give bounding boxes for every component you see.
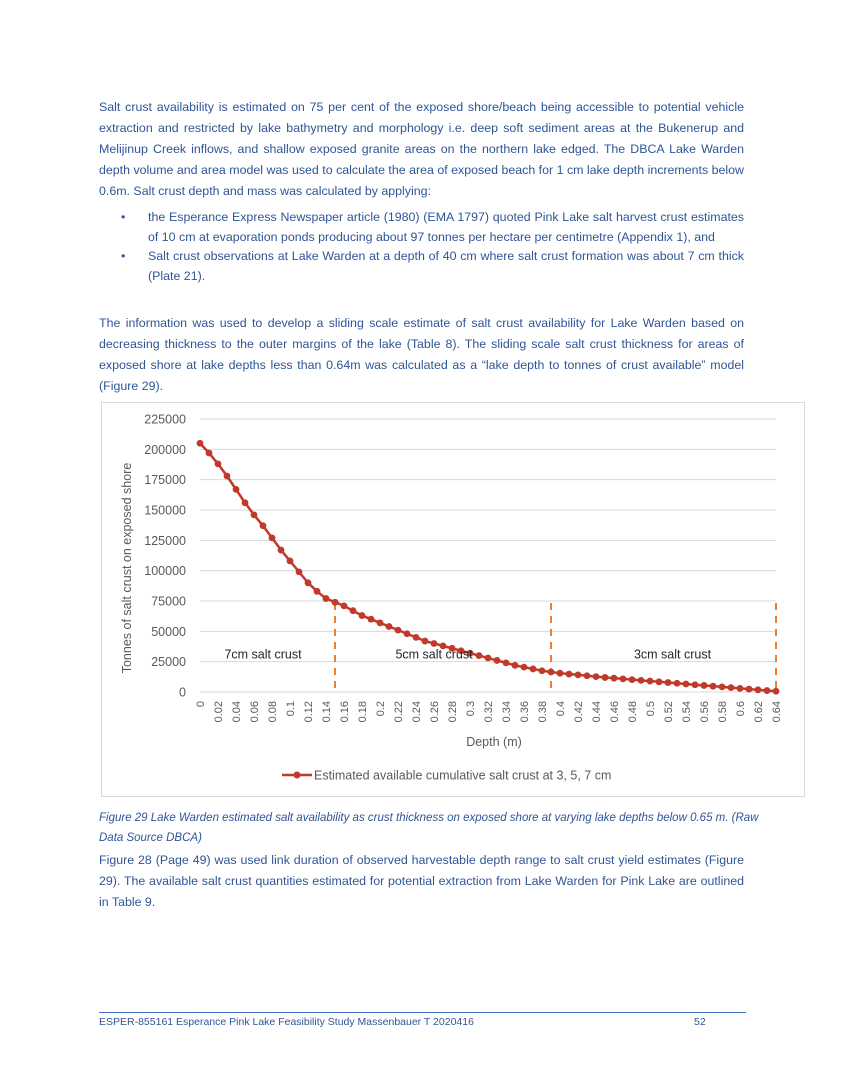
data-point <box>656 678 663 685</box>
data-point <box>260 522 267 529</box>
data-point <box>512 662 519 669</box>
x-tick-label: 0.6 <box>735 701 747 717</box>
data-point <box>638 677 645 684</box>
data-point <box>278 547 285 554</box>
data-point <box>431 640 438 647</box>
data-point <box>566 671 573 678</box>
data-point <box>494 657 501 664</box>
data-point <box>692 681 699 688</box>
y-axis-ticks <box>144 413 186 700</box>
data-point <box>755 686 762 693</box>
data-point <box>224 473 231 480</box>
x-tick-label: 0.48 <box>627 701 639 723</box>
x-tick-label: 0.14 <box>321 701 333 723</box>
x-axis-label: Depth (m) <box>466 735 522 749</box>
data-point <box>602 674 609 681</box>
footer-document-reference: ESPER-855161 Esperance Pink Lake Feasibility Study Massenbauer T 2020416 <box>99 1016 474 1028</box>
x-tick-label: 0.12 <box>303 701 315 723</box>
data-point <box>773 688 780 695</box>
x-tick-label: 0.58 <box>717 701 729 723</box>
closing-paragraph: Figure 28 (Page 49) was used link duration of observed harvestable depth range to salt crust yield estimates (Figure 29). The available salt crust quantities estimated for potential extraction from Lake Warden for Pink Lake are outlined in Table 9. <box>99 853 744 909</box>
bullet-dot: • <box>121 210 126 224</box>
data-point <box>521 664 528 671</box>
zone-labels <box>224 648 711 662</box>
bullet-dot: • <box>121 249 126 263</box>
chart-svg <box>102 403 804 796</box>
data-point <box>269 535 276 542</box>
data-point <box>737 685 744 692</box>
x-tick-label: 0.18 <box>357 701 369 723</box>
x-tick-label: 0.16 <box>339 701 351 723</box>
y-tick-label: 125000 <box>144 533 186 548</box>
data-point <box>305 579 312 586</box>
x-tick-label: 0.2 <box>375 701 387 717</box>
data-point <box>701 682 708 689</box>
data-point <box>710 683 717 690</box>
data-point <box>413 634 420 641</box>
data-point <box>341 602 348 609</box>
zone-label: 3cm salt crust <box>633 647 712 662</box>
x-tick-label: 0.26 <box>429 701 441 723</box>
data-point <box>647 678 654 685</box>
data-point <box>728 684 735 691</box>
figure-caption: Figure 29 Lake Warden estimated salt availability as crust thickness on exposed shore at varying lake depths below 0.65 m. (Raw Data Source DBCA) <box>99 812 759 844</box>
data-point <box>422 638 429 645</box>
y-tick-label: 25000 <box>151 655 186 670</box>
legend-marker <box>294 772 301 779</box>
legend <box>282 769 611 783</box>
data-point <box>620 675 627 682</box>
data-point <box>485 655 492 662</box>
data-point <box>350 607 357 614</box>
y-tick-label: 75000 <box>151 594 186 609</box>
x-tick-label: 0.02 <box>213 701 225 723</box>
x-tick-label: 0.62 <box>753 701 765 723</box>
data-point <box>575 671 582 678</box>
data-point <box>548 669 555 676</box>
data-point <box>746 686 753 693</box>
data-point <box>359 612 366 619</box>
data-point <box>233 486 240 493</box>
x-tick-label: 0.4 <box>555 701 567 717</box>
y-tick-label: 150000 <box>144 503 186 518</box>
bullet-item-observations <box>99 247 744 286</box>
data-point <box>404 630 411 637</box>
data-point <box>314 588 321 595</box>
x-tick-label: 0.22 <box>393 701 405 723</box>
x-tick-label: 0.46 <box>609 701 621 723</box>
x-tick-label: 0.32 <box>483 701 495 723</box>
bullet-text: Salt crust observations at Lake Warden at a depth of 40 cm where salt crust formation was about 7 cm thick (Plate 21). <box>148 249 744 283</box>
x-tick-label: 0.3 <box>465 701 477 717</box>
bullet-text: the Esperance Express Newspaper article (1980) (EMA 1797) quoted Pink Lake salt harvest crust estimates of 10 cm at evaporation ponds producing about 97 tonnes per hectare per centimetre (Appendix 1), and <box>148 210 744 244</box>
data-point <box>584 672 591 679</box>
y-tick-label: 100000 <box>144 564 186 579</box>
x-tick-label: 0.04 <box>231 701 243 723</box>
data-point <box>296 568 303 575</box>
y-tick-label: 50000 <box>151 624 186 639</box>
data-point <box>395 627 402 634</box>
data-point <box>764 687 771 694</box>
x-tick-label: 0.44 <box>591 701 603 723</box>
data-point <box>287 558 294 565</box>
data-point <box>386 623 393 630</box>
footer-page-number: 52 <box>694 1016 706 1028</box>
data-point <box>215 460 222 467</box>
data-point <box>251 511 258 518</box>
x-tick-label: 0.28 <box>447 701 459 723</box>
data-point <box>503 659 510 666</box>
x-tick-label: 0.5 <box>645 701 657 717</box>
sliding-scale-paragraph: The information was used to develop a sliding scale estimate of salt crust availability for Lake Warden based on decreasing thickness to the outer margins of the lake (Table 8). The sliding scale salt crust thickness for areas of exposed shore at lake depths less than 0.64m was calculated as a “lake depth to tonnes of crust available” model (Figure 29). <box>99 316 744 393</box>
data-point <box>377 619 384 626</box>
data-point <box>197 440 204 447</box>
data-point <box>629 676 636 683</box>
x-tick-label: 0.08 <box>267 701 279 723</box>
bullet-item-newspaper <box>99 208 744 247</box>
data-point <box>557 670 564 677</box>
y-tick-label: 225000 <box>144 412 186 427</box>
x-tick-label: 0 <box>195 701 207 708</box>
x-tick-label: 0.38 <box>537 701 549 723</box>
x-tick-label: 0.24 <box>411 701 423 723</box>
x-tick-label: 0.36 <box>519 701 531 723</box>
x-tick-label: 0.1 <box>285 701 297 717</box>
x-tick-label: 0.42 <box>573 701 585 723</box>
data-point <box>683 681 690 688</box>
footer-divider <box>99 1012 746 1013</box>
x-tick-label: 0.56 <box>699 701 711 723</box>
data-point <box>206 450 213 457</box>
x-tick-label: 0.34 <box>501 701 513 723</box>
data-point <box>368 616 375 623</box>
data-point <box>539 667 546 674</box>
data-point <box>593 673 600 680</box>
bullet-list <box>99 208 744 286</box>
data-point <box>719 684 726 691</box>
y-tick-label: 0 <box>179 685 186 700</box>
x-axis-ticks <box>195 701 783 722</box>
data-point <box>674 680 681 687</box>
data-point <box>332 599 339 606</box>
data-point <box>323 595 330 602</box>
zone-label: 7cm salt crust <box>224 647 302 662</box>
y-tick-label: 175000 <box>144 473 186 488</box>
legend-label: Estimated available cumulative salt crust at 3, 5, 7 cm <box>314 768 612 783</box>
data-point <box>530 666 537 673</box>
data-point <box>665 679 672 686</box>
x-tick-label: 0.52 <box>663 701 675 723</box>
intro-paragraph: Salt crust availability is estimated on 75 per cent of the exposed shore/beach being accessible to potential vehicle extraction and restricted by lake bathymetry and morphology i.e. deep soft sediment areas at the Bukenerup and Melijinup Creek inflows, and shallow exposed granite areas on the northern lake edged. The DBCA Lake Warden depth volume and area model was used to calculate the area of exposed beach for 1 cm lake depth increments below 0.6m. Salt crust depth and mass was calculated by applying: <box>99 100 744 198</box>
zone-label: 5cm salt crust <box>395 647 473 662</box>
y-tick-label: 200000 <box>144 442 186 457</box>
x-tick-label: 0.54 <box>681 701 693 723</box>
data-point <box>242 499 249 506</box>
y-axis-label: Tonnes of salt crust on exposed shore <box>120 462 134 674</box>
x-tick-label: 0.64 <box>771 701 783 723</box>
data-point <box>611 675 618 682</box>
x-tick-label: 0.06 <box>249 701 261 723</box>
data-point <box>476 652 483 659</box>
salt-crust-chart <box>101 402 805 797</box>
